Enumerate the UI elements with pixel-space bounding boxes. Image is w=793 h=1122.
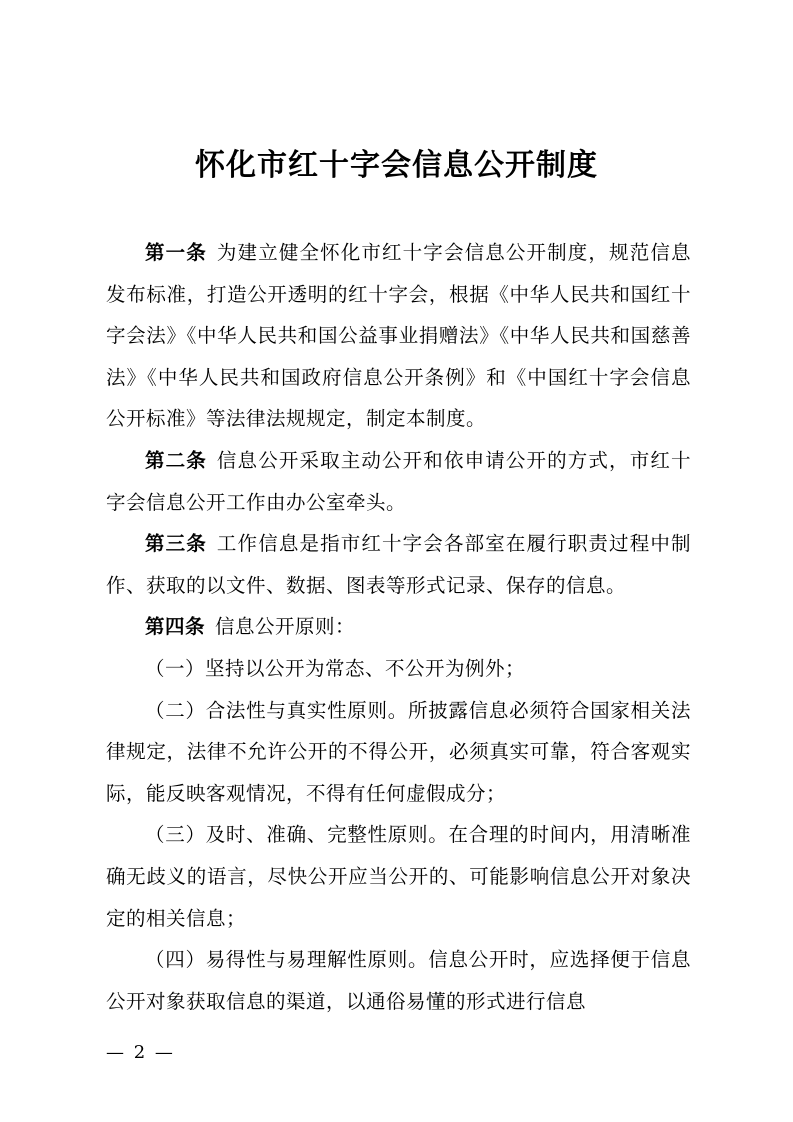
paragraph-article-1 (106, 232, 691, 440)
paragraph-text: 工作信息是指市红十字会各部室在履行职责过程中制作、获取的以文件、数据、图表等形式记录、保存的信息。 (106, 532, 691, 597)
page-number: — 2 — (106, 1042, 175, 1063)
paragraph-principle-2 (106, 690, 691, 815)
paragraph-principle-3 (106, 814, 691, 939)
paragraph-text: （一）坚持以公开为常态、不公开为例外； (145, 656, 526, 680)
paragraph-text: 信息公开采取主动公开和依申请公开的方式，市红十字会信息公开工作由办公室牵头。 (106, 448, 691, 514)
paragraph-text: （四）易得性与易理解性原则。信息公开时，应选择便于信息公开对象获取信息的渠道，以通俗易懂的形式进行信息 (106, 948, 691, 1013)
paragraph-text: 信息公开原则： (215, 615, 356, 639)
document-title: 怀化市红十字会信息公开制度 (195, 148, 598, 183)
paragraph-text: 为建立健全怀化市红十字会信息公开制度，规范信息发布标准，打造公开透明的红十字会，根据《中华人民共和国红十字会法》《中华人民共和国公益事业捐赠法》《中华人民共和国慈善法》《中华人民共和国政府信息公开条例》和《中国红十字会信息公开标准》等法律法规规定，制定本制度。 (106, 241, 691, 431)
article-label: 第二条 (145, 448, 207, 472)
paragraph-article-4 (106, 606, 691, 648)
article-label: 第四条 (145, 615, 206, 639)
paragraph-text: （三）及时、准确、完整性原则。在合理的时间内，用清晰准确无歧义的语言，尽快公开应当公开的、可能影响信息公开对象决定的相关信息； (106, 823, 691, 930)
paragraph-principle-1 (106, 648, 691, 690)
article-label: 第一条 (145, 241, 207, 264)
paragraph-article-2 (106, 440, 691, 523)
paragraph-text: （二）合法性与真实性原则。所披露信息必须符合国家相关法律规定，法律不允许公开的不得公开，必须真实可靠，符合客观实际，能反映客观情况，不得有任何虚假成分； (106, 698, 691, 805)
paragraph-principle-4 (106, 939, 691, 1022)
paragraph-article-3 (106, 523, 691, 606)
article-label: 第三条 (145, 532, 207, 556)
document-body (106, 232, 691, 1022)
